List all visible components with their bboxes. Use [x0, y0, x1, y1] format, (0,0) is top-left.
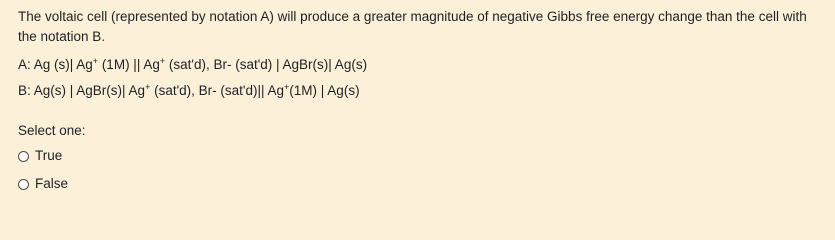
- notation-b-part-1: B: Ag(s) | AgBr(s)| Ag: [18, 83, 146, 98]
- notation-b-part-3: (1M) | Ag(s): [289, 83, 360, 98]
- notation-b-sup-1: +: [145, 82, 151, 92]
- true-label[interactable]: True: [35, 148, 63, 163]
- notation-a-part-1: A: Ag (s)| Ag: [18, 57, 93, 72]
- select-one-prompt: Select one:: [18, 123, 86, 138]
- false-radio-button[interactable]: [18, 179, 29, 190]
- notation-a-part-2: (1M) || Ag: [98, 57, 160, 72]
- notation-b: [18, 81, 818, 101]
- question-text: [18, 7, 818, 101]
- notation-a-sup-1: +: [92, 56, 99, 66]
- notation-a-part-3: (sat'd), Br- (sat'd) | AgBr(s)| Ag(s): [165, 57, 368, 72]
- notation-a: [18, 55, 818, 75]
- false-label[interactable]: False: [35, 176, 69, 191]
- question-statement: The voltaic cell (represented by notation A) will produce a greater magnitude of negative Gibbs free energy change than the cell with the notation B.: [18, 9, 807, 44]
- answer-option-false[interactable]: [18, 175, 68, 193]
- answer-option-true[interactable]: [18, 147, 62, 165]
- notation-b-sup-2: +: [284, 82, 290, 92]
- notation-a-sup-2: +: [159, 56, 166, 66]
- true-radio-button[interactable]: [18, 151, 29, 162]
- notation-b-part-2: (sat'd), Br- (sat'd)|| Ag: [150, 83, 285, 98]
- question-block: [18, 7, 818, 101]
